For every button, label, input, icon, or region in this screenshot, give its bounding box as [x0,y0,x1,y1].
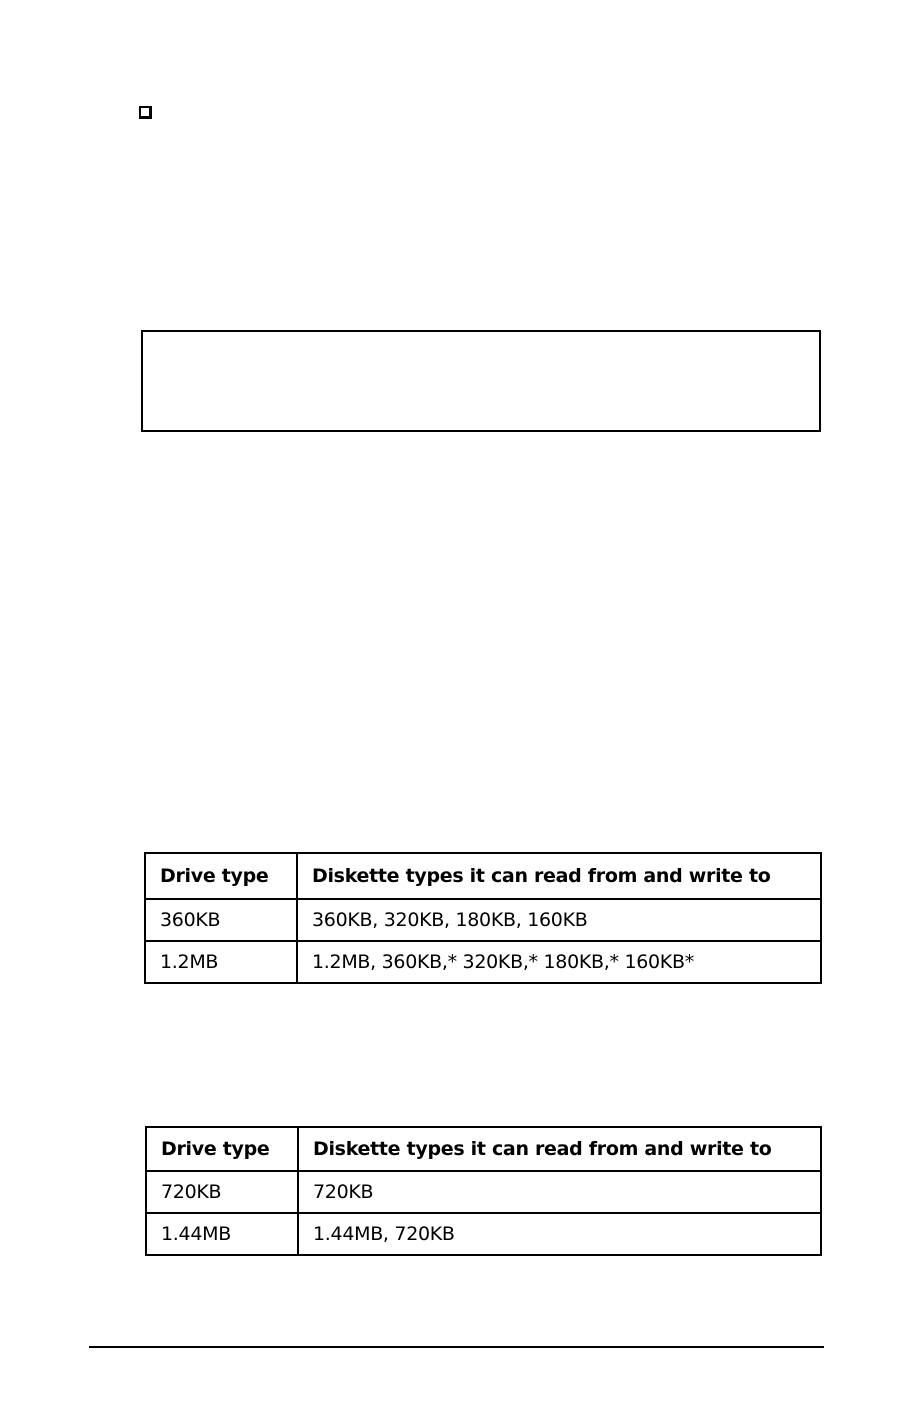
checkbox-bullet-icon [139,106,152,119]
cell-drive-type: 1.44MB [146,1213,298,1255]
cell-diskette-types: 360KB, 320KB, 180KB, 160KB [297,899,821,941]
footer-rule [89,1346,824,1348]
table-header-row [146,1127,821,1171]
table-header-row [145,853,821,899]
cell-diskette-types: 1.44MB, 720KB [298,1213,821,1255]
table-row [146,1171,821,1213]
table-row [145,899,821,941]
cell-drive-type: 720KB [146,1171,298,1213]
table-row [145,941,821,983]
header-drive-type: Drive type [145,853,297,899]
drive-compatibility-table-5-25 [144,852,822,984]
cell-drive-type: 360KB [145,899,297,941]
note-box [141,330,821,432]
header-diskette-types: Diskette types it can read from and write to [298,1127,821,1171]
drive-compatibility-table-3-5 [145,1126,822,1256]
cell-diskette-types: 1.2MB, 360KB,* 320KB,* 180KB,* 160KB* [297,941,821,983]
header-diskette-types: Diskette types it can read from and write to [297,853,821,899]
header-drive-type: Drive type [146,1127,298,1171]
table-row [146,1213,821,1255]
cell-diskette-types: 720KB [298,1171,821,1213]
cell-drive-type: 1.2MB [145,941,297,983]
